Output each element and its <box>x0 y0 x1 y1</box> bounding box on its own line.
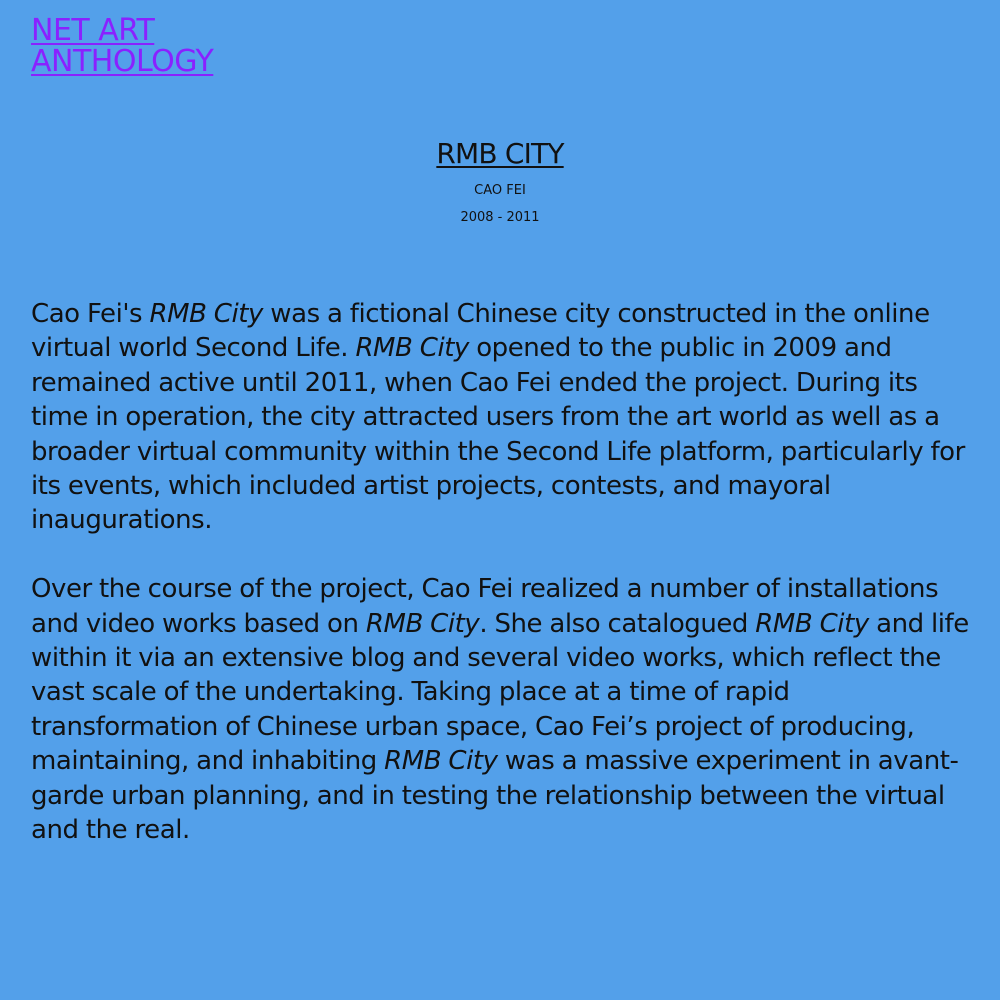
text-run: opened to the public in 2009 and remained active until 2011, when Cao Fei ended the project. During its time in operation, the city attracted users from the art world as well as a broader virtual community within the Second Life platform, particularly for its events, which included artist projects, contests, and mayoral inaugurations. <box>31 333 965 536</box>
logo-line-2: ANTHOLOGY <box>31 44 214 79</box>
description-paragraph-1 <box>31 297 981 538</box>
work-dates: 2008 - 2011 <box>460 210 540 225</box>
work-header <box>0 137 1000 226</box>
work-title-italic: RMB City <box>149 299 263 329</box>
work-title-italic: RMB City <box>755 608 869 639</box>
text-run: . She also catalogued <box>479 608 756 639</box>
work-artist: CAO FEI <box>474 183 526 198</box>
work-description <box>31 297 981 882</box>
work-title-italic: RMB City <box>384 746 498 777</box>
site-logo-link[interactable] <box>31 15 213 77</box>
text-run: and life within it via an extensive blog and several video works, which reflect the vast scale of the undertaking. Taking place at a time of rapid transformation of Chinese urban space, Cao Fei’s project of producing, maintaining, and inhabiting <box>31 608 969 777</box>
work-title-italic: RMB City <box>355 333 469 364</box>
text-run: Cao Fei's <box>31 299 150 329</box>
text-run: was a massive experiment in avant-garde urban planning, and in testing the relationship between the virtual and the real. <box>31 746 959 846</box>
text-run: Over the course of the project, Cao Fei realized a number of installations and video works based on <box>31 574 939 639</box>
work-title-italic: RMB City <box>365 608 480 639</box>
description-paragraph-2 <box>31 572 981 847</box>
logo-line-1: NET ART <box>31 13 155 48</box>
text-run: was a fictional Chinese city constructed in the online virtual world Second Life. <box>31 299 930 364</box>
work-title[interactable]: RMB CITY <box>436 137 564 170</box>
